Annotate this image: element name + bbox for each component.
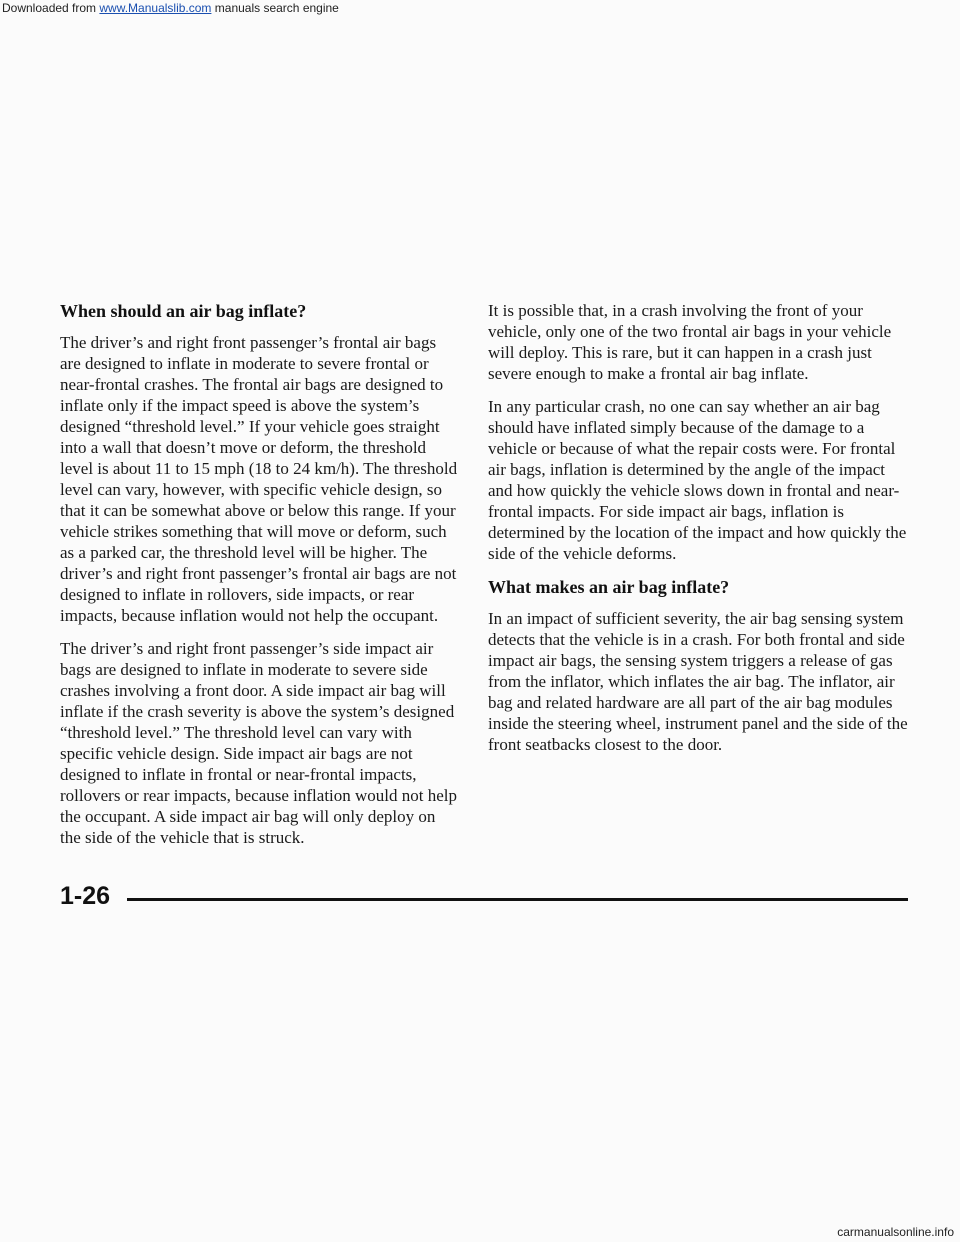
left-column <box>60 300 458 860</box>
section-heading-when-inflate: When should an air bag inflate? <box>60 301 307 321</box>
paragraph-one-bag-deploy: It is possible that, in a crash involving the front of your vehicle, only one of the two frontal air bags in your vehicle will deploy. This is rare, but it can happen in a crash just severe enough to make a frontal air bag inflate. <box>488 301 892 383</box>
footer-rule <box>127 898 908 901</box>
paragraph-sensing-system: In an impact of sufficient severity, the air bag sensing system detects that the vehicle is in a crash. For both frontal and side impact air bags, the sensing system triggers a release of gas from the inflator, which inflates the air bag. The inflator, air bag and related hardware are all part of the air bag modules inside the steering wheel, instrument panel and the side of the front seatbacks closest to the door. <box>488 609 908 754</box>
paragraph-frontal-bags: The driver’s and right front passenger’s frontal air bags are designed to inflate in moderate to severe frontal or near-frontal crashes. The frontal air bags are designed to inflate only if the impact speed is above the system’s designed “threshold level.” If your vehicle goes straight into a wall that doesn’t move or deform, the threshold level is about 11 to 15 mph (18 to 24 km/h). The threshold level can vary, however, with specific vehicle design, so that it can be somewhat above or below this range. If your vehicle strikes something that will move or deform, such as a parked car, the threshold level will be higher. The driver’s and right front passenger’s frontal air bags are not designed to inflate in rollovers, side impacts, or rear impacts, because inflation would not help the occupant. <box>60 333 458 625</box>
right-column <box>488 300 908 767</box>
paragraph-inflation-determined: In any particular crash, no one can say whether an air bag should have inflated simply because of the damage to a vehicle or because of what the repair costs were. For frontal air bags, inflation is determined by the angle of the impact and how quickly the vehicle slows down in frontal and near-frontal impacts. For side impact air bags, inflation is determined by the location of the impact and how quickly the side of the vehicle deforms. <box>488 397 907 563</box>
watermark-prefix: Downloaded from <box>2 1 100 15</box>
download-watermark <box>2 0 339 16</box>
site-watermark: carmanualsonline.info <box>837 1225 954 1239</box>
manualslib-link[interactable]: www.Manualslib.com <box>99 1 212 15</box>
paragraph-side-bags: The driver’s and right front passenger’s side impact air bags are designed to inflate in moderate to severe side crashes involving a front door. A side impact air bag will inflate if the crash severity is above the system’s designed “threshold level.” The threshold level can vary with specific vehicle design. Side impact air bags are not designed to inflate in frontal or near-frontal impacts, rollovers or rear impacts, because inflation would not help the occupant. A side impact air bag will only deploy on the side of the vehicle that is struck. <box>60 639 458 847</box>
section-heading-what-makes-inflate: What makes an air bag inflate? <box>488 577 730 597</box>
watermark-suffix: manuals search engine <box>211 1 339 15</box>
page-number: 1-26 <box>60 882 111 910</box>
